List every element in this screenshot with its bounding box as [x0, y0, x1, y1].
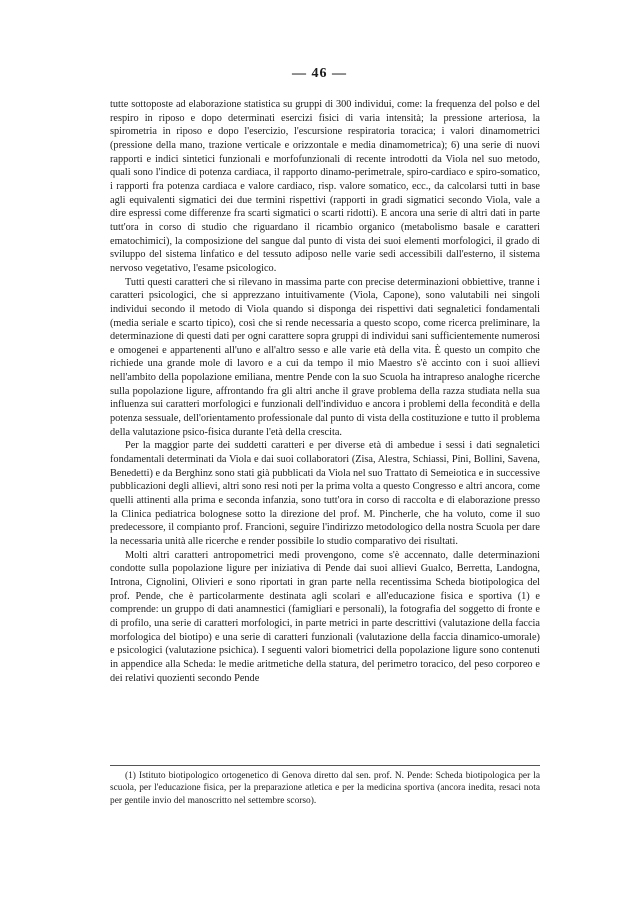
paragraph: Molti altri caratteri antropometrici medi provengono, come s'è accennato, dalle determinazioni condotte sulla popolazione ligure per iniziativa di Pende dai suoi allievi Gualco, Berretta, Landogna, Introna, Cignolini, Olivieri e sono riportati in gran parte nella recentissima Scheda biotipologica del prof. Pende, che è particolarmente destinata agli scolari e all'educazione fisica e sportiva (1) e comprende: un gruppo di dati anamnestici (famigliari e personali), la fotografia del soggetto di fronte e di profilo, una serie di caratteri morfologici, in parte metrici in parte descrittivi (valutazione della faccia morfologica del biotipo) e una serie di caratteri funzionali (valutazione della faccia dinamico-umorale) e psicologici (valutazione psichica). I seguenti valori biometrici della popolazione ligure sono contenuti in appendice alla Scheda: le medie aritmetiche della statura, del perimetro toracico, del peso corporeo e dei relativi quozienti secondo Pende [110, 549, 540, 684]
paragraph: Per la maggior parte dei suddetti caratteri e per diverse età di ambedue i sessi i dati segnaletici fondamentali determinati da Viola e dai suoi collaboratori (Zisa, Alestra, Schiassi, Pini, Bollini, Savena, Benedetti) e da Berghinz sono stati già pubblicati da Viola nel suo Trattato di Semeiotica e in successive pubblicazioni degli allievi, altri sono resi noti per la prima volta a questo Congresso e altri ancora, come quelli attinenti alla prima e seconda infanzia, sono tutt'ora in corso di raccolta e di elaborazione presso la Clinica pediatrica bolognese sotto la direzione del prof. M. Pincherle, che ha voluto, come il suo predecessore, il compianto prof. Francioni, seguire l'indirizzo metodologico della nostra Scuola per dare la necessaria unità alle ricerche e render possibile lo studio comparativo dei risultati. [110, 440, 540, 547]
main-text [110, 98, 540, 685]
paragraph: Tutti questi caratteri che si rilevano in massima parte con precise determinazioni obbiettive, tranne i caratteri psicologici, che si apprezzano intuitivamente (Viola, Capone), sono valutabili nei singoli individui secondo il metodo di Viola quando si disponga dei rispettivi dati segnaletici fondamentali (media seriale e scarto tipico), così che si rende necessaria a questo scopo, come ricerca preliminare, la determinazione di questi dati per ogni carattere sopra gruppi di individui sani sufficientemente numerosi e omogenei e appartenenti all'uno e all'altro sesso e alle varie età della vita. È questo un compito che richiede una grande mole di lavoro e a cui da tempo il mio Maestro s'è accinto con i suoi allievi nell'ambito della popolazione emiliana, mentre Pende con la suo Scuola ha intrapreso analoghe ricerche sulla popolazione ligure, affrontando fra gli altri anche il grave problema della razza studiata nella sua influenza sui caratteri morfologici e funzionali dell'individuo e ancora i problemi della fecondità e della potenza sessuale, dell'orientamento professionale dal punto di vista della costituzione e tutto il problema della valutazione psico-fisica durante l'età della crescita. [110, 276, 540, 438]
footnote-text: (1) Istituto biotipologico ortogenetico di Genova diretto dal sen. prof. N. Pende: Scheda biotipologica per la scuola, per l'educazione fisica, per la preparazione atletica e per la medicina sportiva (ancora inedita, resaci nota per gentile invio del manoscritto nel settembre scorso). [110, 771, 540, 806]
footnote [110, 770, 540, 807]
page-number: — 46 — [292, 66, 347, 81]
footnote-separator [110, 765, 540, 766]
paragraph: tutte sottoposte ad elaborazione statistica su gruppi di 300 individui, come: la frequenza del polso e del respiro in riposo e dopo determinati esercizi fisici di varia intensità; la pressione arteriosa, la spirometria in riposo e dopo l'esercizio, l'escursione respiratoria toracica; i valori dinamometrici (pressione della mano, trazione verticale e orizzontale e media dinamometrica); 6) una serie di nuovi rapporti e indici sintetici funzionali e morfofunzionali di recente introdotti da Viola nel suo metodo, quali sono l'indice di potenza cardiaca, il rapporto dinamo-perimetrale, spiro-cardiaco e spiro-somatico, i rapporti fra potenza cardiaca e valore cardiaco, risp. valore somatico, ecc., da calcolarsi tutti in base agli equivalenti sigmatici dei due termini rispettivi (rapporti in gradi sigmatici secondo Viola, vale a dire espressi come differenze fra scarti sigmatici o scarti ridotti). E ancora una serie di altri dati in parte tutt'ora in corso di studio che riguardano il ricambio organico (metabolismo basale e caratteri ematochimici), la composizione del sangue dal punto di vista dei suoi elementi morfologici, il grado di sviluppo del sistema linfatico e del tessuto adiposo nelle varie sedi accessibili dall'esterno, il sistema nervoso vegetativo, l'esame psicologico. [110, 99, 540, 274]
